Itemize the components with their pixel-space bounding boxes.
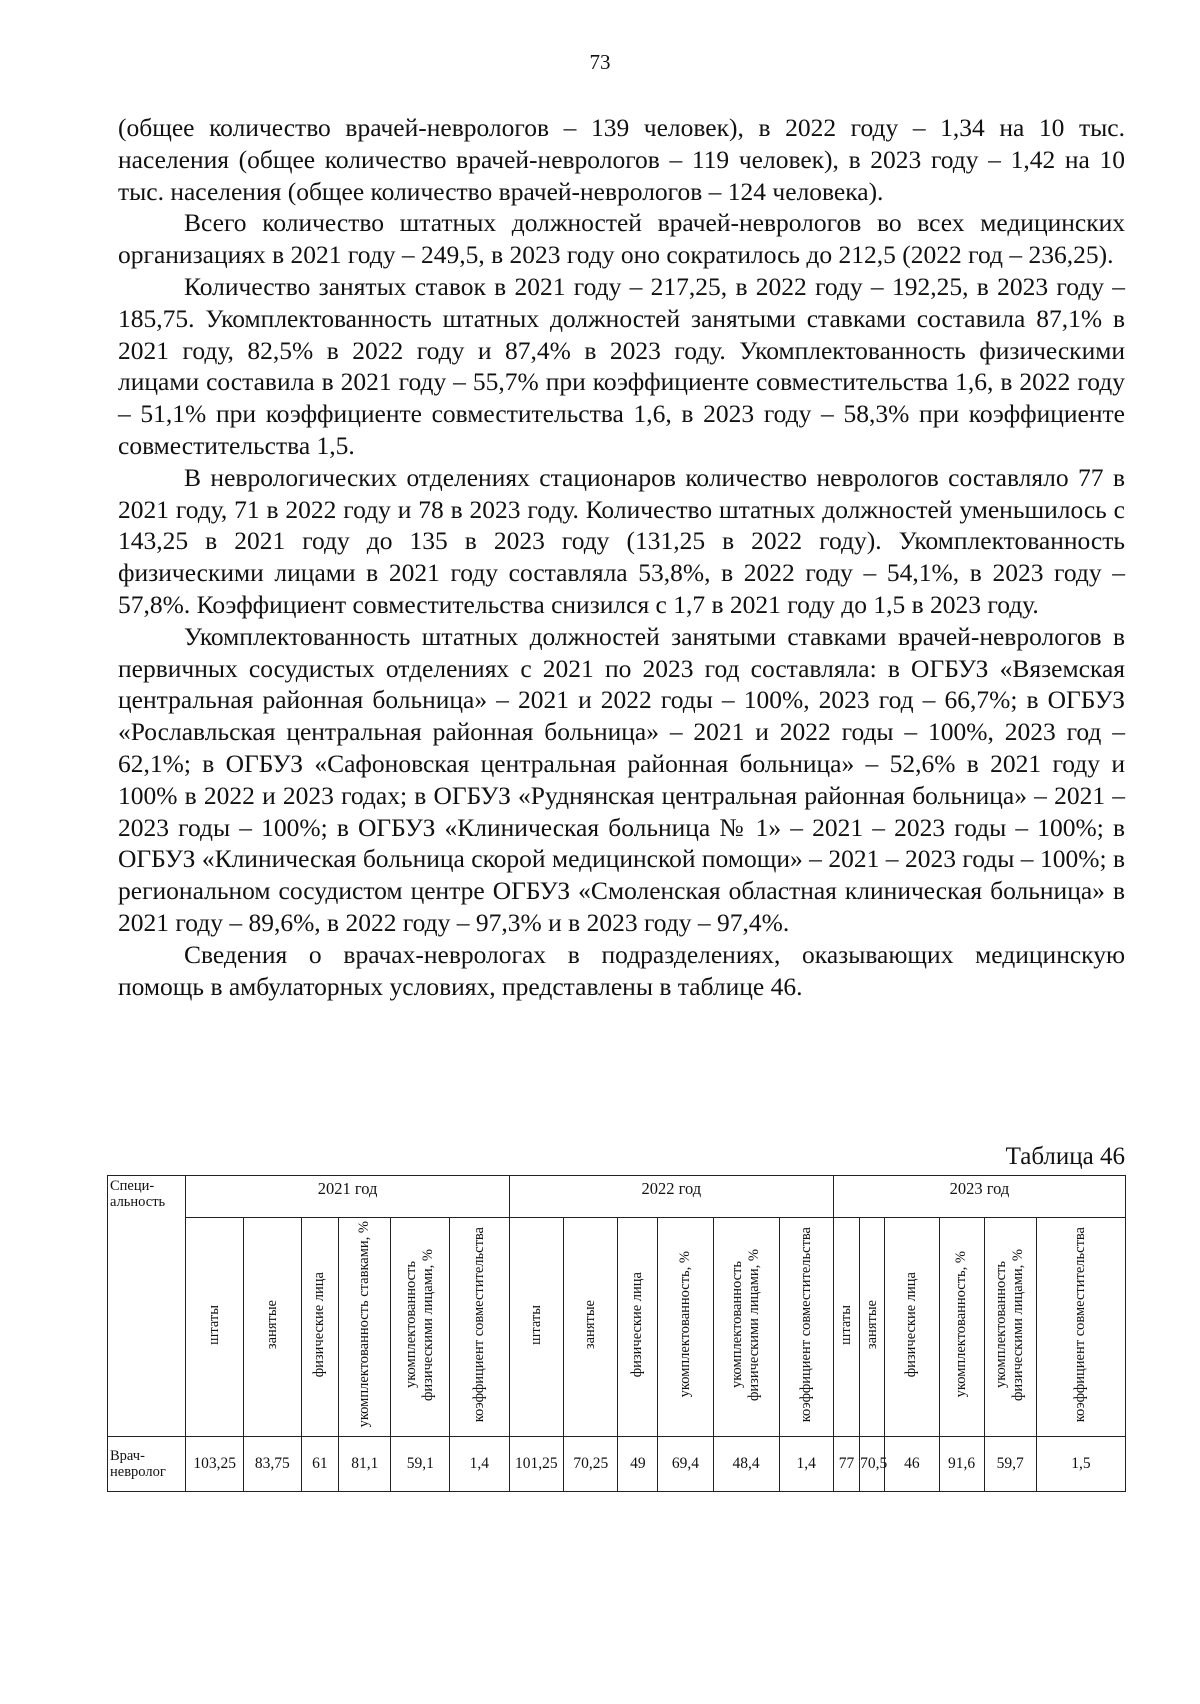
table-cell: 49 (618, 1437, 658, 1492)
table-cell: 101,25 (509, 1437, 563, 1492)
table-cell: 1,5 (1036, 1437, 1125, 1492)
col-header: физические лица (301, 1218, 339, 1437)
table-cell: 48,4 (713, 1437, 779, 1492)
table-cell: 69,4 (658, 1437, 713, 1492)
table-column-header-row (108, 1218, 1126, 1437)
col-header: укомплектованность физическими лицами, % (713, 1218, 779, 1437)
col-header: занятые (243, 1218, 301, 1437)
table-cell: 81,1 (339, 1437, 391, 1492)
table-cell: 103,25 (186, 1437, 244, 1492)
table-cell: 1,4 (450, 1437, 510, 1492)
table-cell: 77 (833, 1437, 859, 1492)
col-header: физические лица (618, 1218, 658, 1437)
col-header: занятые (564, 1218, 618, 1437)
paragraph-4: В неврологических отделениях стационаров количество неврологов составляло 77 в 2021 году, 71 в 2022 году и 78 в 2023 году. Количество штатных должностей уменьшилось с 143,25 в 2021 году до 135 в 2023 году (131,25 в 2022 году). Укомплектованность физическими лицами в 2021 году составляла 53,8%, в 2022 году – 54,1%, в 2023 году – 57,8%. Коэффициент совместительства снизился с 1,7 в 2021 году до 1,5 в 2023 году. (118, 462, 1125, 619)
col-header: укомплектованность, % (939, 1218, 984, 1437)
year-header-2022: 2022 год (509, 1176, 833, 1218)
col-header: занятые (860, 1218, 885, 1437)
table-caption: Таблица 46 (1005, 1143, 1125, 1170)
table-cell: 46 (885, 1437, 939, 1492)
col-header: укомплектованность, % (658, 1218, 713, 1437)
body-text (118, 112, 1125, 1002)
paragraph-1: (общее количество врачей-неврологов – 139 человек), в 2022 году – 1,34 на 10 тыс. населения (общее количество врачей-неврологов – 119 человек), в 2023 году – 1,42 на 10 тыс. населения (общее количество врачей-неврологов – 124 человека). (118, 113, 1125, 206)
table-cell: 61 (301, 1437, 339, 1492)
col-header: коэффициент совместительства (450, 1218, 510, 1437)
page-number: 73 (589, 50, 611, 74)
col-header: укомплектованность физическими лицами, % (984, 1218, 1036, 1437)
col-header: коэффициент совместительства (1036, 1218, 1125, 1437)
table-cell: 59,7 (984, 1437, 1036, 1492)
paragraph-5: Укомплектованность штатных должностей занятыми ставками врачей-неврологов в первичных сосудистых отделениях с 2021 по 2023 год составляла: в ОГБУЗ «Вяземская центральная районная больница» – 2021 и 2022 годы – 100%, 2023 год – 66,7%; в ОГБУЗ «Рославльская центральная районная больница» – 2021 и 2022 годы – 100%, 2023 год – 62,1%; в ОГБУЗ «Сафоновская центральная районная больница» – 52,6% в 2021 году и 100% в 2022 и 2023 годах; в ОГБУЗ «Руднянская центральная районная больница» – 2021 – 2023 годы – 100%; в ОГБУЗ «Клиническая больница № 1» – 2021 – 2023 годы – 100%; в ОГБУЗ «Клиническая больница скорой медицинской помощи» – 2021 – 2023 годы – 100%; в региональном сосудистом центре ОГБУЗ «Смоленская областная клиническая больница» в 2021 году – 89,6%, в 2022 году – 97,3% и в 2023 году – 97,4%. (118, 621, 1125, 937)
table-cell: 1,4 (779, 1437, 833, 1492)
col-header: штаты (186, 1218, 244, 1437)
table-year-row (108, 1176, 1126, 1218)
col-header: штаты (509, 1218, 563, 1437)
paragraph-3: Количество занятых ставок в 2021 году – 217,25, в 2022 году – 192,25, в 2023 году – 185,75. Укомплектованность штатных должностей занятыми ставками составила 87,1% в 2021 году, 82,5% в 2022 году и 87,4% в 2023 году. Укомплектованность физическими лицами составила в 2021 году – 55,7% при коэффициенте совместительства 1,6, в 2022 году – 51,1% при коэффициенте совместительства 1,6, в 2023 году – 58,3% при коэффициенте совместительства 1,5. (118, 271, 1125, 460)
paragraph-2: Всего количество штатных должностей врачей-неврологов во всех медицинских организациях в 2021 году – 249,5, в 2023 году оно сократилось до 212,5 (2022 год – 236,25). (118, 208, 1125, 270)
table-cell: 83,75 (243, 1437, 301, 1492)
col-header: штаты (833, 1218, 859, 1437)
table-cell: 70,25 (564, 1437, 618, 1492)
table-46 (107, 1175, 1126, 1492)
table-cell: 91,6 (939, 1437, 984, 1492)
year-header-2021: 2021 год (186, 1176, 509, 1218)
spec-header: Специ-альность (108, 1176, 186, 1437)
col-header: укомплектованность физическими лицами, % (391, 1218, 450, 1437)
year-header-2023: 2023 год (833, 1176, 1125, 1218)
paragraph-6: Сведения о врачах-неврологах в подразделениях, оказывающих медицинскую помощь в амбулаторных условиях, представлены в таблице 46. (118, 939, 1125, 1001)
col-header: укомплектованность ставками, % (339, 1218, 391, 1437)
table-cell: 70,5 (860, 1437, 885, 1492)
col-header: коэффициент совместительства (779, 1218, 833, 1437)
table-row (108, 1437, 1126, 1492)
row-label: Врач-невролог (108, 1437, 186, 1492)
col-header: физические лица (885, 1218, 939, 1437)
table-cell: 59,1 (391, 1437, 450, 1492)
